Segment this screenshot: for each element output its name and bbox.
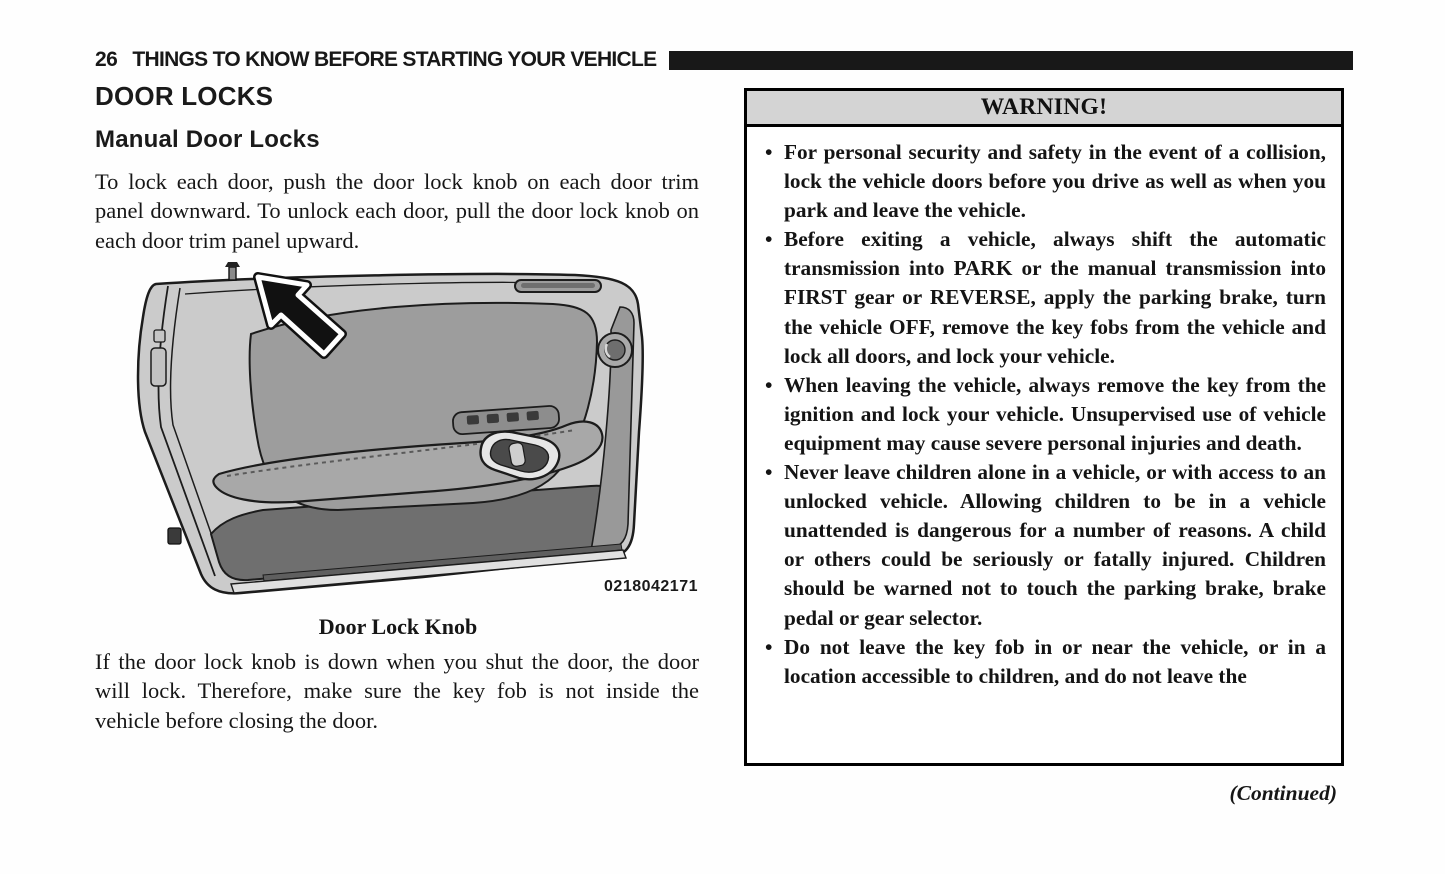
continued-label: (Continued) — [1229, 781, 1337, 805]
warning-box-header — [747, 91, 1341, 127]
page-header — [95, 48, 1353, 72]
warning-title: WARNING! — [980, 94, 1108, 120]
warning-bullet-4: • Never leave children alone in a vehicle, or with access to an unlocked vehicle. Allowing children to be in a vehicle unattended is dangerous for a number of reasons. A child or others could be seriously or fatally injured. Children should be warned not to touch the parking brake, brake pedal or gear selector. — [764, 458, 1326, 633]
door-pull-slot — [515, 280, 601, 292]
warning-bullet-list — [747, 127, 1341, 691]
paragraph-knob-down-note: If the door lock knob is down when you shut the door, the door will lock. Therefore, make sure the key fob is not inside the vehicle before closing the door. — [95, 649, 699, 733]
header-rule-bar — [669, 51, 1353, 70]
door-lock-knob — [225, 262, 240, 280]
warning-bullet-5: • Do not leave the key fob in or near the vehicle, or in a location accessible to children, and do not leave the — [764, 633, 1326, 691]
door-hinge-detail — [151, 348, 166, 386]
section-title: DOOR LOCKS — [95, 81, 274, 111]
car-door-interior-illustration — [123, 262, 700, 612]
figure-number: 0218042171 — [604, 578, 698, 595]
tweeter-speaker — [598, 333, 632, 367]
warning-bullet-2: • Before exiting a vehicle, always shift the automatic transmission into PARK or the manual transmission into FIRST gear or REVERSE, apply the parking brake, turn the vehicle OFF, remove the key fobs from the vehicle and lock all doors, and lock your vehicle. — [764, 225, 1326, 370]
paragraph-lock-instructions: To lock each door, push the door lock knob on each door trim panel downward. To unlock each door, pull the door lock knob on each door trim panel upward. — [95, 169, 699, 253]
chapter-title: THINGS TO KNOW BEFORE STARTING YOUR VEHICLE — [132, 48, 657, 71]
warning-box — [744, 88, 1344, 766]
figure-caption: Door Lock Knob — [318, 614, 478, 639]
door-panel-figure — [123, 262, 700, 614]
door-latch-detail — [168, 528, 181, 544]
warning-bullet-1: • For personal security and safety in the event of a collision, lock the vehicle doors before you drive as well as when you park and leave the vehicle. — [764, 138, 1326, 225]
door-hinge-notch — [154, 330, 165, 342]
subsection-title: Manual Door Locks — [95, 126, 320, 153]
warning-bullet-3: • When leaving the vehicle, always remove the key from the ignition and lock your vehicle. Unsupervised use of vehicle equipment may cause severe personal injuries and death. — [764, 371, 1326, 458]
page-number: 26 — [95, 48, 118, 71]
